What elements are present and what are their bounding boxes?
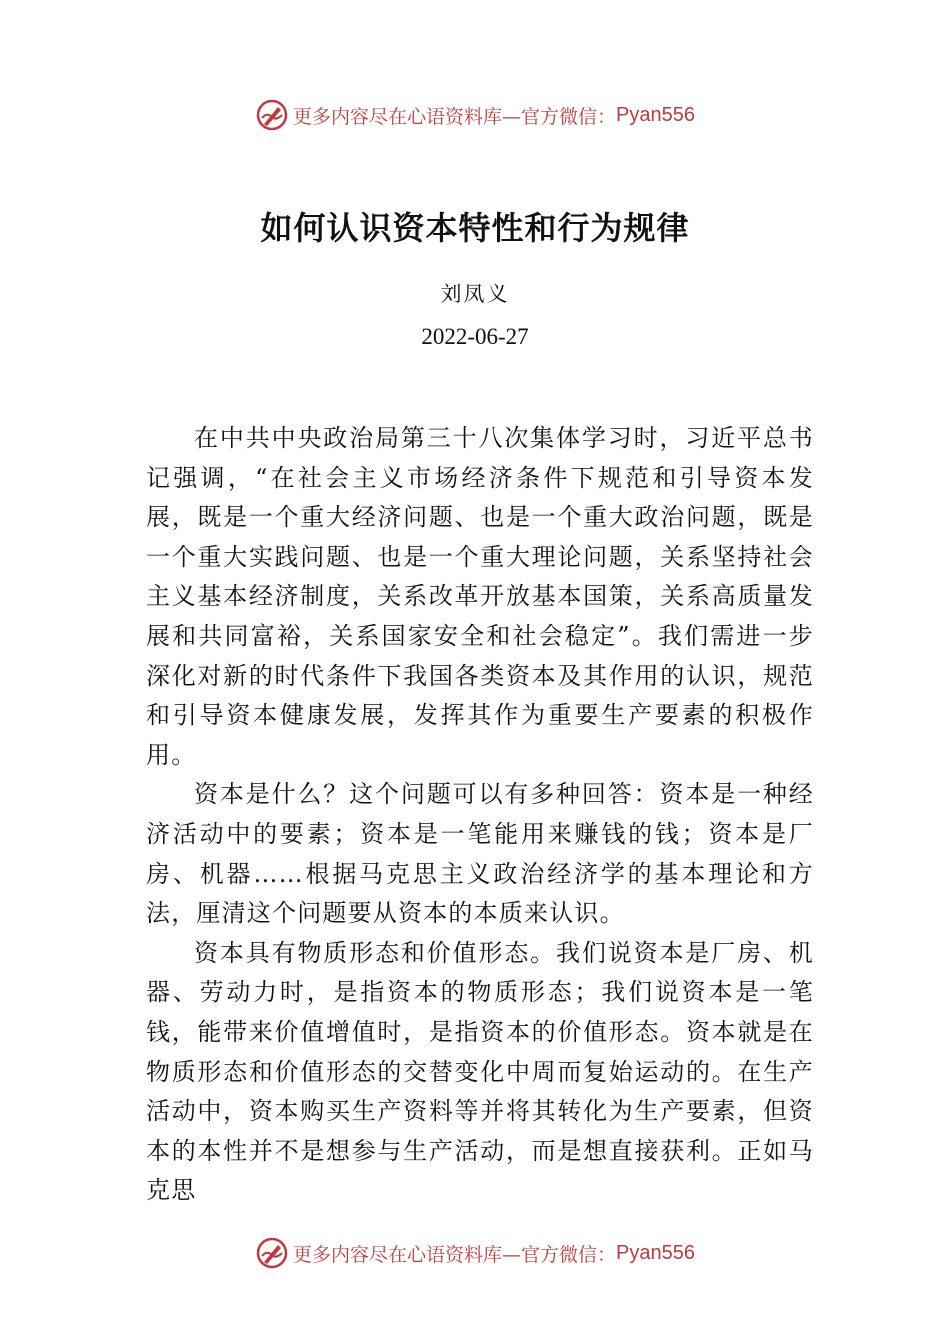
article-date: 2022-06-27 bbox=[421, 324, 529, 349]
paragraph: 在中共中央政治局第三十八次集体学习时，习近平总书记强调，“在社会主义市场经济条件下规范和引导资本发展，既是一个重大经济问题、也是一个重大政治问题，既是一个重大实践问题、也是一个重大理论问题，关系坚持社会主义基本经济制度，关系改革开放基本国策，关系高质量发展和共同富裕，关系国家安全和社会稳定”。我们需进一步深化对新的时代条件下我国各类资本及其作用的认识，规范和引导资本健康发展，发挥其作为重要生产要素的积极作用。 bbox=[146, 424, 814, 769]
article-body bbox=[146, 419, 814, 1211]
quill-seal-logo-icon bbox=[255, 1236, 289, 1270]
paragraph: 资本是什么？这个问题可以有多种回答：资本是一种经济活动中的要素；资本是一笔能用来赚钱的钱；资本是厂房、机器……根据马克思主义政治经济学的基本理论和方法，厘清这个问题要从资本的本质来认识。 bbox=[146, 780, 814, 928]
quill-seal-logo-icon bbox=[255, 98, 289, 132]
watermark-wechat-id: Pyan556 bbox=[616, 103, 695, 126]
watermark-text: 更多内容尽在心语资料库—官方微信： bbox=[293, 1243, 617, 1266]
paragraph: 资本具有物质形态和价值形态。我们说资本是厂房、机器、劳动力时，是指资本的物质形态；我们说资本是一笔钱，能带来价值增值时，是指资本的价值形态。资本就是在物质形态和价值形态的交替变化中周而复始运动的。在生产活动中，资本购买生产资料等并将其转化为生产要素，但资本的本性并不是想参与生产活动，而是想直接获利。正如马克思 bbox=[146, 938, 814, 1205]
article-title: 如何认识资本特性和行为规律 bbox=[260, 209, 690, 247]
watermark-banner-bottom bbox=[0, 1233, 950, 1273]
watermark-text: 更多内容尽在心语资料库—官方微信： bbox=[293, 105, 617, 128]
article-author: 刘凤义 bbox=[440, 282, 510, 306]
watermark-banner-top bbox=[0, 95, 950, 135]
watermark-wechat-id: Pyan556 bbox=[616, 1241, 695, 1264]
